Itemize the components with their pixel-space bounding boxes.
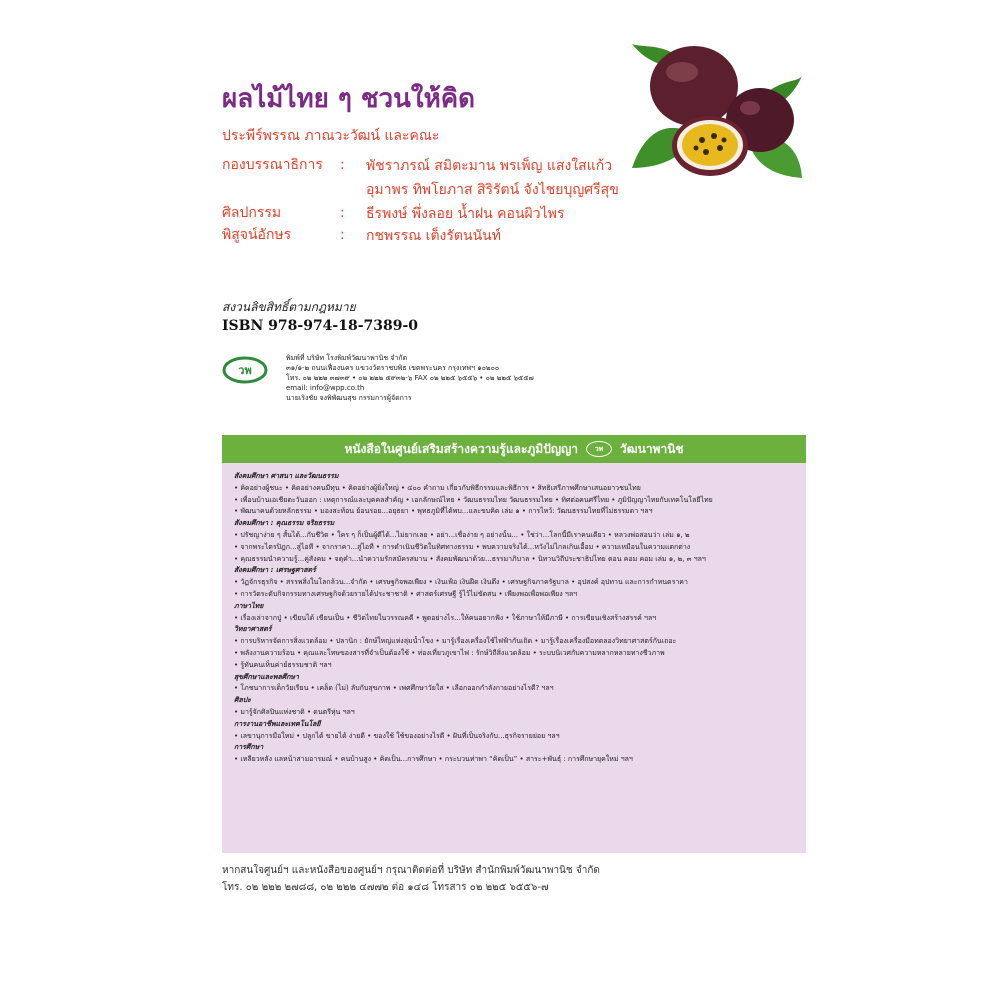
credit-names [366,154,619,202]
promo-category: สังคมศึกษา ศาสนา และวัฒนธรรม [234,472,339,480]
promo-book-list: • คุณธรรมนำความรู้...คู่สังคม • จตุคำ...นำความรักสมัครสมาน • สังคมพัฒนาด้วย...ธรรมาภิบาล • นิทานวิถีประชาธิปไทย ตอน คอม คอม เล่ม ๑, ๒, ๓ ฯลฯ [234,554,706,563]
credit-name: ธีรพงษ์ พึ่งลอย น้ำฝน คอนผิวไพร [366,206,565,222]
promo-category: วิทยาศาสตร์ [234,625,272,634]
contact-line: หากสนใจศูนย์ฯ และหนังสือของศูนย์ฯ กรุณาติดต่อที่ บริษัท สำนักพิมพ์วัฒนาพานิช จำกัด [222,865,600,876]
passion-fruit-illustration [632,38,802,188]
credit-names [366,224,501,246]
promo-book-list: • วัฏจักรธุรกิจ • สรรพสิ่งในโลกล้วน...จำกัด • เศรษฐกิจพอเพียง • เงินเฟ้อ เงินฝืด เงินตึง • เศรษฐกิจภาครัฐบาล • อุปสงค์ อุปทาน และการกำหนดราคา [234,578,688,587]
book-title: ผลไม้ไทย ๆ ชวนให้คิด [222,84,476,114]
promo-header-brand: วัฒนาพานิช [620,441,684,456]
promo-category: การศึกษา [234,743,264,752]
promo-book-list: • พัฒนาคนด้วยหลักธรรม • มองสะท้อน ย้อนรอย...อยุธยา • พุทธภูมิที่ได้พบ...และขบคิด เล่ม ๑ • การไหว้: วัฒนธรรมไทยที่ไม่ธรรมดา ฯลฯ [234,507,653,516]
credit-row [222,202,619,224]
promo-header-text: หนังสือในศูนย์เสริมสร้างความรู้และภูมิปัญญา [344,441,579,456]
publisher-info [286,353,534,403]
credit-colon: : [340,205,345,221]
promo-book-list: • เลขานุการมือใหม่ • ปลูกได้ ขายได้ ง่ายดี • ของใช้ ใช้ของอย่างไรดี • ฝันที่เป็นจริงกับ...ธุรกิจรายย่อย ฯลฯ [234,731,560,740]
publisher-line: ๓๑/๑-๒ ถนนเฟื่องนคร แขวงวัดราชบพิธ เขตพระนคร กรุงเทพฯ ๑๐๒๐๐ [286,364,500,372]
logo-lettering: วพ [238,364,252,377]
promo-category: สุขศึกษาและพลศึกษา [234,672,299,681]
credit-colon: : [340,157,345,173]
promo-book-list: • เหลียวหลัง แลหน้าสามอารมณ์ • คนบ้านสูง • คิดเป็น...การศึกษา • กระบวนท่าพา “คิดเป็น” • สาระ+พันธุ์ : การศึกษายุคใหม่ ฯลฯ [234,755,633,764]
promo-book-list: • การวัดระดับกิจกรรมทางเศรษฐกิจด้วยรายได้ประชาชาติ • ศาสตร์เศรษฐี รู้ไว้ไม่ขัดสน • เพียงพอเพื่อพอเพียง ฯลฯ [234,589,578,598]
promo-book-list: • เพื่อนบ้านเอเชียตะวันออก : เหตุการณ์และบุคคลสำคัญ • เอกลักษณ์ไทย • วัฒนธรรมไทย วัฒนธรรมไทย • ทิศต่อคนศรีไทย • ภูมิปัญญาไทยกับเทคโนโลยีไทย [234,495,713,504]
copyright-notice: สงวนลิขสิทธิ์ตามกฎหมาย [222,300,356,314]
credit-row [222,224,619,246]
authors: ประพีร์พรรณ ภาณวะวัฒน์ และคณะ [222,128,440,144]
promo-book-list: • จากพระไตรปิฎก...สู่ไอที • จากราคา...สู่ไอที • การดำเนินชีวิตในทิศทางธรรม • พบความจริงได้...หวังไม่ไกลเกินเอื้อม • ความเหมือนในความแตกต่าง [234,542,691,551]
promo-book-list: • การบริหารจัดการสิ่งแวดล้อม • ปลานิก : ยักษ์ใหญ่แห่งลุ่มน้ำโขง • มารู้เรื่องเครื่องใช้ไฟฟ้ากันเถิด • มารู้เรื่องเครื่องมือทดลองวิทยาศาสตร์กันเถอะ [234,637,677,646]
promo-header [222,435,806,463]
promo-box [222,435,806,853]
credit-role: พิสูจน์อักษร [222,227,292,243]
promo-book-list: • โภชนาการเด็กวัยเรียน • เคล็ด (ไม่) ลับกับสุขภาพ • เพศศึกษาวัยใส • เลือกออกกำลังกายอย่างไรดี? ฯลฯ [234,684,554,693]
promo-book-list: • คิดอย่างผู้ชนะ • คิดอย่างคนมีทุน • คิดอย่างผู้ยิ่งใหญ่ • ๔๐๐ คำถาม เกี่ยวกับพิธีกรรมและพิธีการ • สิทธิเสรีภาพศึกษาเสนอยาวชนไทย [234,483,641,492]
promo-category: ศิลปะ [234,696,251,705]
wpp-mini-logo: วพ [586,441,612,457]
credit-row [222,154,619,202]
credits [222,154,619,246]
publisher-line: email: info@wpp.co.th [286,384,365,392]
contact-line: โทร. ๐๒ ๒๒๒ ๒๗๘๘, ๐๒ ๒๒๒ ๔๗๗๒ ต่อ ๑๔๘ โทรสาร ๐๒ ๒๒๕ ๖๕๕๖-๗ [222,882,549,893]
promo-category: สังคมศึกษา : เศรษฐศาสตร์ [234,566,316,575]
promo-category: สังคมศึกษา : คุณธรรม จริยธรรม [234,519,335,528]
credit-names [366,202,564,224]
publisher-line: นายเริงชัย จงพิพัฒนสุข กรรมการผู้จัดการ [286,394,412,402]
credit-colon: : [340,227,345,243]
promo-body [222,463,806,766]
promo-book-list: • เรื่องเล่าจากปู่ • เขียนได้ เขียนเป็น • ชีวิตไทยในวรรณคดี • พูดอย่างไร...ให้คนอยากฟัง • ใช้ภาษาให้มีภาษี • การเขียนเชิงสร้างสรรค์ ฯลฯ [234,613,657,622]
promo-book-list: • มารู้จักศิลปินแห่งชาติ • ดนตรีหุ่น ฯลฯ [234,707,355,716]
promo-book-list: • รู้ทันคนเห็นค่าย์ธรรมชาติ ฯลฯ [234,660,332,669]
contact-info [222,862,600,896]
isbn: ISBN 978-974-18-7389-0 [222,318,419,334]
credit-name: พัชราภรณ์ สมิตะมาน พรเพ็ญ แสงใสแก้ว [366,158,613,174]
promo-book-list: • พลังงานความร้อน • คุณและโทษของสารที่จำเป็นต้องใช้ • ท่องเที่ยวภูเขาไฟ : รักษ์วิถีสิ่งแวดล้อม • ระบบนิเวศกับความหลากหลายทางชีวภาพ [234,648,665,657]
credit-role: ศิลปกรรม [222,205,282,221]
wpp-publisher-logo [222,356,268,384]
promo-category: ภาษาไทย [234,601,264,610]
publisher-line: พิมพ์ที่ บริษัท โรงพิมพ์วัฒนาพานิช จำกัด [286,354,408,362]
promo-category: การงานอาชีพและเทคโนโลยี [234,719,321,728]
promo-book-list: • ปรัชญาง่าย ๆ สั้นได้...กับชีวิต • ใคร ๆ ก็เป็นผู้ดีได้...ไม่ยากเลย • อย่า...เชื่อง่าย ๆ อย่างนั้น... • ใช่ว่า...โลกนี้มีเราคนเดียว • หลวงพ่อสอนว่า เล่ม ๑, ๒ [234,530,690,539]
credit-name: อุมาพร ทิพโยภาส สิริรัตน์ จังไชยบุญศรีสุข [366,182,619,198]
credit-name: กชพรรณ เต็งรัตนนันท์ [366,228,501,244]
credit-role: กองบรรณาธิการ [222,157,323,173]
publisher-line: โทร. ๐๒ ๒๒๒ ๓๗๓๙ • ๐๒ ๒๒๒ ๕๙๓๒-๖ FAX ๐๒ ๒๒๕ ๖๕๕๖ • ๐๒ ๒๒๕ ๖๕๕๗ [286,374,534,382]
